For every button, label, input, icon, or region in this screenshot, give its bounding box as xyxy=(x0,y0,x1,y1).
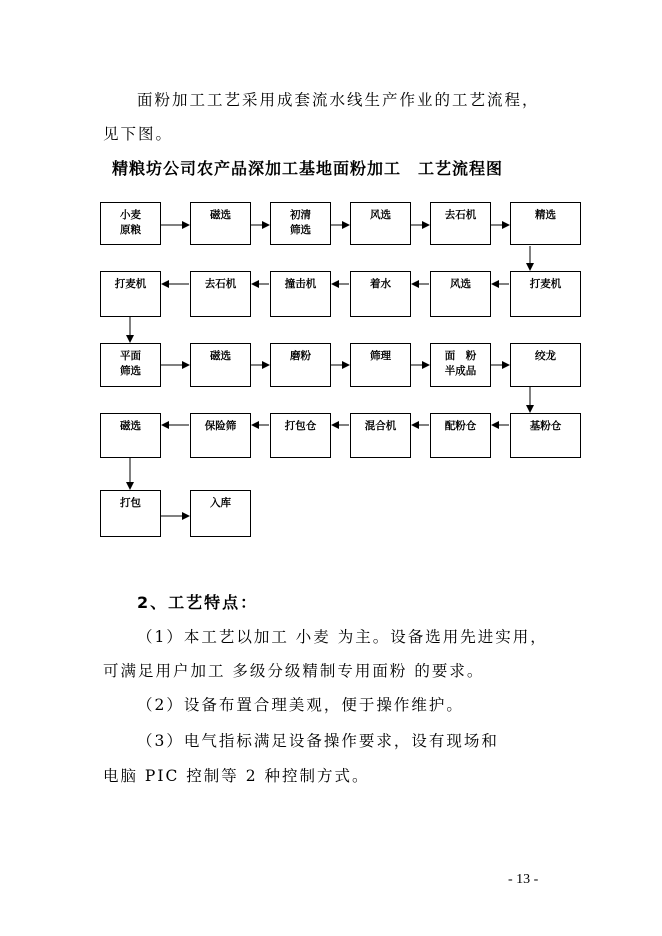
flow-node-air-sep-1: 风选 xyxy=(350,202,411,245)
flowchart-title: 精粮坊公司农产品深加工基地面粉加工 工艺流程图 xyxy=(112,159,504,178)
intro-line-2: 见下图。 xyxy=(103,125,174,143)
flow-node-semi-finished-flour: 面 粉 半成品 xyxy=(430,343,491,387)
flow-node-destoner-2: 去石机 xyxy=(190,271,251,317)
flow-node-magnetic-sep-2: 磁选 xyxy=(190,343,251,387)
page-number: - 13 - xyxy=(508,872,539,887)
flow-node-fine-select: 精选 xyxy=(510,202,581,245)
flow-node-mixer: 混合机 xyxy=(350,413,411,458)
flow-node-destoner-1: 去石机 xyxy=(430,202,491,245)
flow-node-wheat-raw-grain: 小麦 原粮 xyxy=(100,202,161,245)
intro-line-1: 面粉加工工艺采用成套流水线生产作业的工艺流程， xyxy=(137,91,540,109)
flow-node-impactor: 撞击机 xyxy=(270,271,331,317)
flow-node-magnetic-sep-3: 磁选 xyxy=(100,413,161,458)
flow-node-dampening: 着水 xyxy=(350,271,411,317)
feature-3-line-1: （3）电气指标满足设备操作要求，设有现场和 xyxy=(137,732,499,750)
flow-node-warehousing: 入库 xyxy=(190,490,251,537)
flow-node-milling: 磨粉 xyxy=(270,343,331,387)
flow-node-sifting: 筛理 xyxy=(350,343,411,387)
flow-node-packing: 打包 xyxy=(100,490,161,537)
feature-1-line-2: 可满足用户加工 多级分级精制专用面粉 的要求。 xyxy=(103,662,485,680)
flow-node-auger: 绞龙 xyxy=(510,343,581,387)
feature-1-line-1: （1）本工艺以加工 小麦 为主。设备选用先进实用， xyxy=(137,628,548,646)
flow-node-safety-sifter: 保险筛 xyxy=(190,413,251,458)
feature-3-line-2: 电脑 PIC 控制等 2 种控制方式。 xyxy=(103,767,370,785)
flow-node-blending-bin: 配粉仓 xyxy=(430,413,491,458)
flow-node-base-flour-bin: 基粉仓 xyxy=(510,413,581,458)
flow-node-plansifter: 平面 筛选 xyxy=(100,343,161,387)
flow-node-pre-clean-screen: 初清 筛选 xyxy=(270,202,331,245)
flow-node-packing-bin: 打包仓 xyxy=(270,413,331,458)
flow-node-air-sep-2: 风选 xyxy=(430,271,491,317)
section-2-heading: 2、工艺特点： xyxy=(137,593,259,612)
flow-node-magnetic-sep-1: 磁选 xyxy=(190,202,251,245)
feature-2: （2）设备布置合理美观，便于操作维护。 xyxy=(137,696,464,714)
flow-node-scourer-2: 打麦机 xyxy=(100,271,161,317)
flow-node-scourer-1: 打麦机 xyxy=(510,271,581,317)
